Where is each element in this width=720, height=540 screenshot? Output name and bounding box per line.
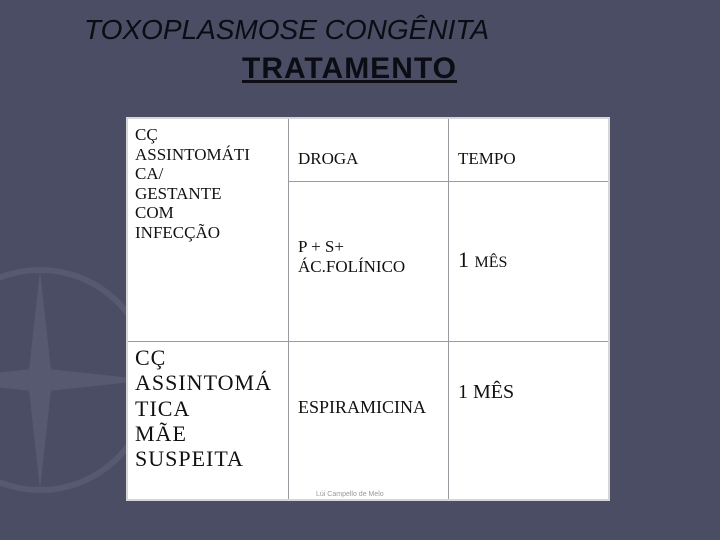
header-line: COM — [135, 203, 174, 223]
duration-unit: MÊS — [474, 254, 508, 271]
author-footer: Lúi Campello de Melo — [316, 491, 384, 498]
treatment-table — [126, 117, 610, 501]
header-droga: DROGA — [298, 149, 359, 168]
header-line: CA/ — [135, 164, 164, 184]
header-row-divider — [288, 181, 608, 182]
group-line: ASSINTOMÁ — [135, 370, 272, 396]
compass-watermark-icon — [0, 250, 130, 510]
duration-number: 1 — [458, 247, 469, 272]
header-line: CÇ — [135, 125, 158, 144]
drug-line: ÁC.FOLÍNICO — [298, 256, 406, 276]
row2-patient-group — [135, 345, 295, 471]
group-line: SUSPEITA — [135, 446, 244, 472]
header-line: GESTANTE — [135, 183, 222, 203]
row2-drug: ESPIRAMICINA — [298, 397, 427, 417]
header-line: INFECÇÃO — [135, 222, 221, 242]
row1-duration — [458, 247, 507, 272]
group-line: MÃE — [135, 420, 187, 446]
drug-line: P + S+ — [298, 237, 344, 256]
row1-drug — [298, 237, 405, 276]
group-line: TICA — [135, 395, 191, 421]
header-line: ASSINTOMÁTI — [135, 144, 250, 164]
row-divider — [128, 341, 608, 342]
header-tempo: TEMPO — [458, 149, 516, 168]
row2-duration: 1 MÊS — [458, 381, 515, 403]
title-text: TOXOPLASMOSE CONGÊNITA — [84, 14, 490, 45]
column-divider-2 — [448, 119, 449, 499]
slide-subtitle: TRATAMENTO — [242, 52, 457, 85]
header-patient-group — [135, 125, 295, 242]
group-line: CÇ — [135, 345, 167, 370]
slide-title — [84, 14, 604, 46]
